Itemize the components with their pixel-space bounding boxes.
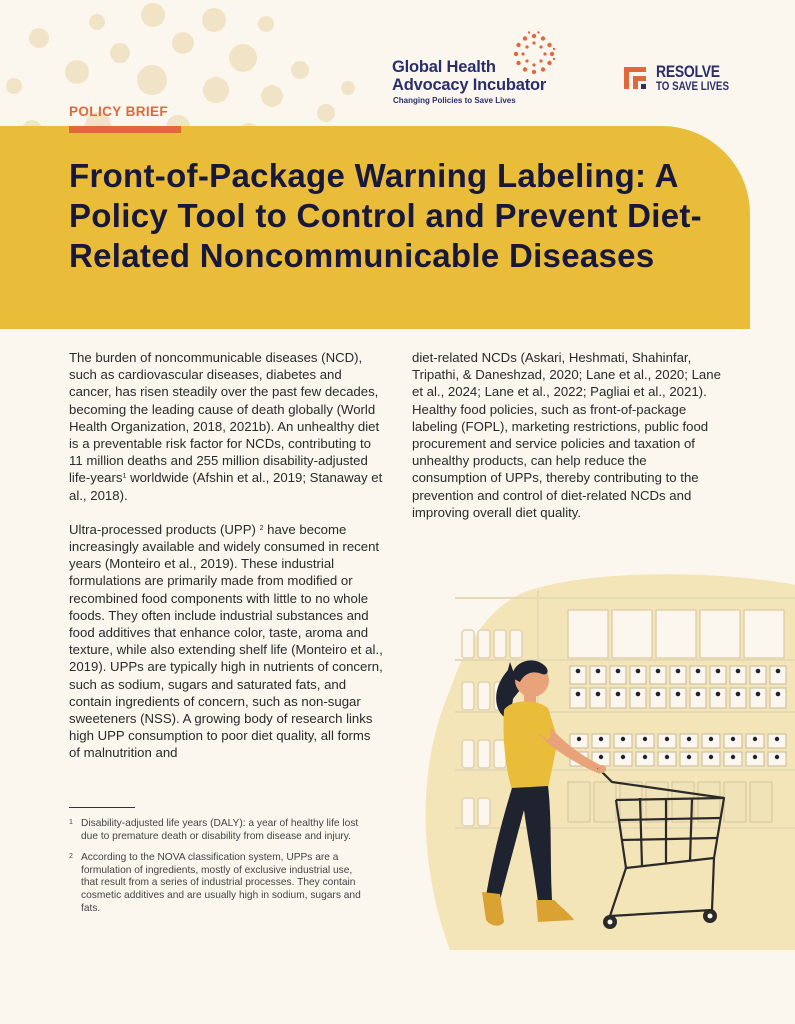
- gha-name-line2: Advocacy Incubator: [392, 76, 547, 94]
- resolve-to-save-lives-logo: [622, 62, 742, 102]
- body-column-right: [412, 349, 724, 538]
- gha-name-line1: Global Health: [392, 58, 496, 76]
- resolve-line2: TO SAVE LIVES: [656, 81, 729, 93]
- global-health-advocacy-incubator-logo: [392, 30, 592, 110]
- footnote-number: 2: [69, 853, 73, 861]
- paragraph-1-text-end: worldwide (Afshin et al., 2019; Stanaway et al., 2018).: [69, 470, 383, 503]
- gha-name: [392, 58, 546, 94]
- footnotes: [69, 818, 369, 924]
- shopping-cart-illustration: [420, 570, 795, 950]
- footnote-1: [69, 818, 369, 843]
- paragraph-3: diet-related NCDs (Askari, Heshmati, Shahinfar, Tripathi, & Daneshzad, 2020; Lane et al., 2020; Lane et al., 2024; Lane et al., 2022; Pagliai et al., 2021). Healthy food policies, such as front-of-package labeling (FOPL), marketing restrictions, public food procurement and service policies and taxation of unhealthy products, can help reduce the consumption of UPPs, thereby contributing to the prevention and control of diet-related NCDs and improving overall diet quality.: [412, 350, 721, 520]
- paragraph-2: [69, 521, 385, 762]
- resolve-line1: RESOLVE: [656, 62, 720, 81]
- footnote-text: According to the NOVA classification system, UPPs are a formulation of ingredients, mostly of exclusive industrial use, that result from a series of industrial processes. They contain cosmetic additives and are usually high in sodium, sugars and fats.: [81, 852, 361, 914]
- footnote-ref-1: 1: [122, 473, 127, 481]
- policy-brief-underline: [69, 126, 181, 133]
- paragraph-1: [69, 349, 385, 504]
- policy-brief-label: POLICY BRIEF: [69, 104, 169, 119]
- footnote-ref-2: 2: [259, 524, 264, 532]
- paragraph-1-text: The burden of noncommunicable diseases (NCD), such as cardiovascular diseases, diabetes and cancer, has risen steadily over the past few decades, becoming the leading cause of death globally (World Health Organization, 2018, 2021b). An unhealthy diet is a preventable risk factor for NCDs, contributing to 11 million deaths and 255 million disability-adjusted life-years: [69, 350, 380, 486]
- footnote-2: [69, 852, 369, 915]
- footnote-text: Disability-adjusted life years (DALY): a year of healthy life lost due to premature death or disability from disease and injury.: [81, 818, 359, 842]
- footnote-divider: [69, 807, 135, 808]
- gha-tagline: Changing Policies to Save Lives: [393, 96, 516, 105]
- body-column-left: [69, 349, 385, 779]
- paragraph-2-text: Ultra-processed products (UPP): [69, 521, 260, 537]
- document-title: Front-of-Package Warning Labeling: A Policy Tool to Control and Prevent Diet-Related Noncommunicable Diseases: [69, 157, 702, 274]
- paragraph-2-text-end: have become increasingly available and widely consumed in recent years (Monteiro et al., 2019). These industrial formulations are primarily made from modified or recombined food components with little to no whole foods. They often include industrial substances and food additives that enhance color, taste, aroma and texture, while also extending shelf life (Monteiro et al., 2019). UPPs are typically high in nutrients of concern, such as sodium, sugars and saturated fats, and contain ingredients of concern, such as non-sugar sweeteners (NSS). A growing body of research links high UPP consumption to poor diet quality, all forms of malnutrition and: [69, 521, 383, 761]
- resolve-mark-icon: [622, 64, 652, 94]
- footnote-number: 1: [69, 819, 73, 826]
